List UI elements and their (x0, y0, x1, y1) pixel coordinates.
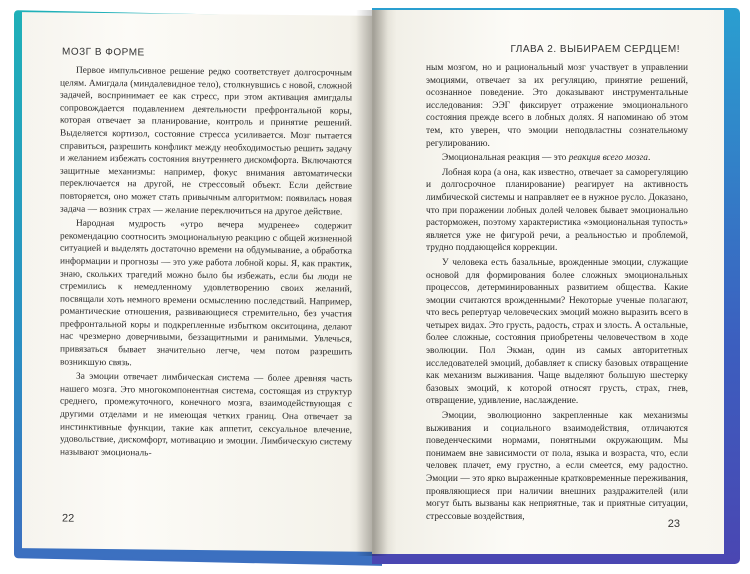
text-run: . (647, 153, 651, 164)
emphasis-text: реакция всего мозга (568, 153, 648, 164)
running-head-left: МОЗГ В ФОРМЕ (62, 46, 145, 59)
paragraph: ным мозгом, но и рациональный мозг участвует в управлении эмоциями, отвечает за их регуляцию, принятие решений, осознанное поведение. Это доказывают инструментальные исследования: ЭЭГ фиксирует отражение эмоционального состояния прежде всего в лобных долях. Я напоминаю об этом тем, кто уверен, что эмоции неподвластны сознательному регулированию. (426, 63, 688, 149)
paragraph: Народная мудрость «утро вечера мудренее» содержит рекомендацию соотносить эмоциональную реакцию с общей жизненной ситуацией и выделять достаточно времени на обдумывание, а обработка информации и прогнозы — это уже работа лобной коры. Я, как практик, знаю, скольких трагедий можно было бы избежать, если бы люди не стремились к немедленному удовлетворению своих желаний, посвящали хоть немного времени осмыслению последствий. Например, романтические отношения, развивающиеся стремительно, без участия префронтальной коры и подкрепленные избытком окситоцина, делают нас чрезмерно доверчивыми, беззащитными и ранимыми. Увлечься, привязаться бывает значительно легче, чем потом разрешить возникшую связь. (60, 218, 352, 368)
page-number-left: 22 (62, 512, 75, 525)
left-page (22, 12, 378, 552)
paragraph: У человека есть базальные, врожденные эмоции, служащие основой для формирования более сложных эмоциональных процессов, детерминированных развитием общества. Какие эмоции считаются врожденными? Некоторые ученые полагают, что весь репертуар человеческих эмоций можно выразить всего в четырех видах. Это грусть, радость, страх и злость. А остальные, более сложные, состояния приобретены человечеством в ходе эволюции. Пол Экман, один из самых авторитетных исследователей эмоций, добавляет к списку базовых отвращение как механизм выживания. Чаще выделяют большую шестерку базовых эмоций, к которой относят грусть, страх, гнев, отвращение, удивление, наслаждение. (426, 257, 688, 407)
right-page-text (426, 62, 688, 523)
paragraph (426, 152, 688, 165)
paragraph: Первое импульсивное решение редко соответствует долгосрочным целям. Амигдала (миндалевидное тело), столкнувшись с новой, сложной задачей, воспринимает ее как стресс, при этом активация амигдалы сопровождается подавлением деятельности префронтальной коры, которая отвечает за планирование, контроль и принятие решений. Выделяется кортизол, состояние стресса усиливается. Мозг пытается справиться, разрешить конфликт между необходимостью решить задачу и желанием избежать состояния внутреннего дискомфорта. Включаются защитные механизмы: например, фокус внимания автоматически переключается на другой, не стрессовый объект. Если действие повторяется, оно может стать привычным алгоритмом: появилась новая задача — возник страх — желание переключиться на другое действие. (60, 65, 352, 218)
paragraph: Эмоции, эволюционно закрепленные как механизмы выживания и социального взаимодействия, отличаются поведенческими нормами, понятными окружающим. Мы понимаем вне зависимости от пола, языка и возраста, что, если человек плачет, ему грустно, а если смеется, ему радостно. Эмоции — это ярко выраженные кратковременные переживания, проявляющиеся при наличии внешних раздражителей (или могут быть вызваны как неприятные, так и приятные ситуации, стрессовые воздействия, (426, 411, 688, 522)
paragraph: Лобная кора (а она, как известно, отвечает за саморегуляцию и долгосрочное планирование) реагирует на активность лимбической системы и направляет ее в нужное русло. Доказано, что при поражении лобных долей человек бывает эмоционально расторможен, поэтому характеристика «эмоциональная тупость» является уже не фигурой речи, а реальностью и проблемой, трудно поддающейся коррекции. (426, 167, 689, 254)
text-run: Эмоциональная реакция — это (442, 153, 569, 164)
right-page (372, 10, 724, 554)
running-head-right: ГЛАВА 2. ВЫБИРАЕМ СЕРДЦЕМ! (510, 44, 680, 55)
left-page-text (60, 65, 352, 462)
page-number-right: 23 (667, 518, 680, 530)
paragraph: За эмоции отвечает лимбическая система — более древняя часть нашего мозга. Это многокомпонентная система, состоящая из структур среднего, промежуточного, конечного мозга, взаимодействующая с другими отделами и не имеющая четких границ. Она отвечает за инстинктивные функции, такие как аппетит, сексуальное влечение, удовольствие, дискомфорт, мотивацию и эмоции. Лимбическую систему называют эмоциональ- (60, 371, 352, 459)
